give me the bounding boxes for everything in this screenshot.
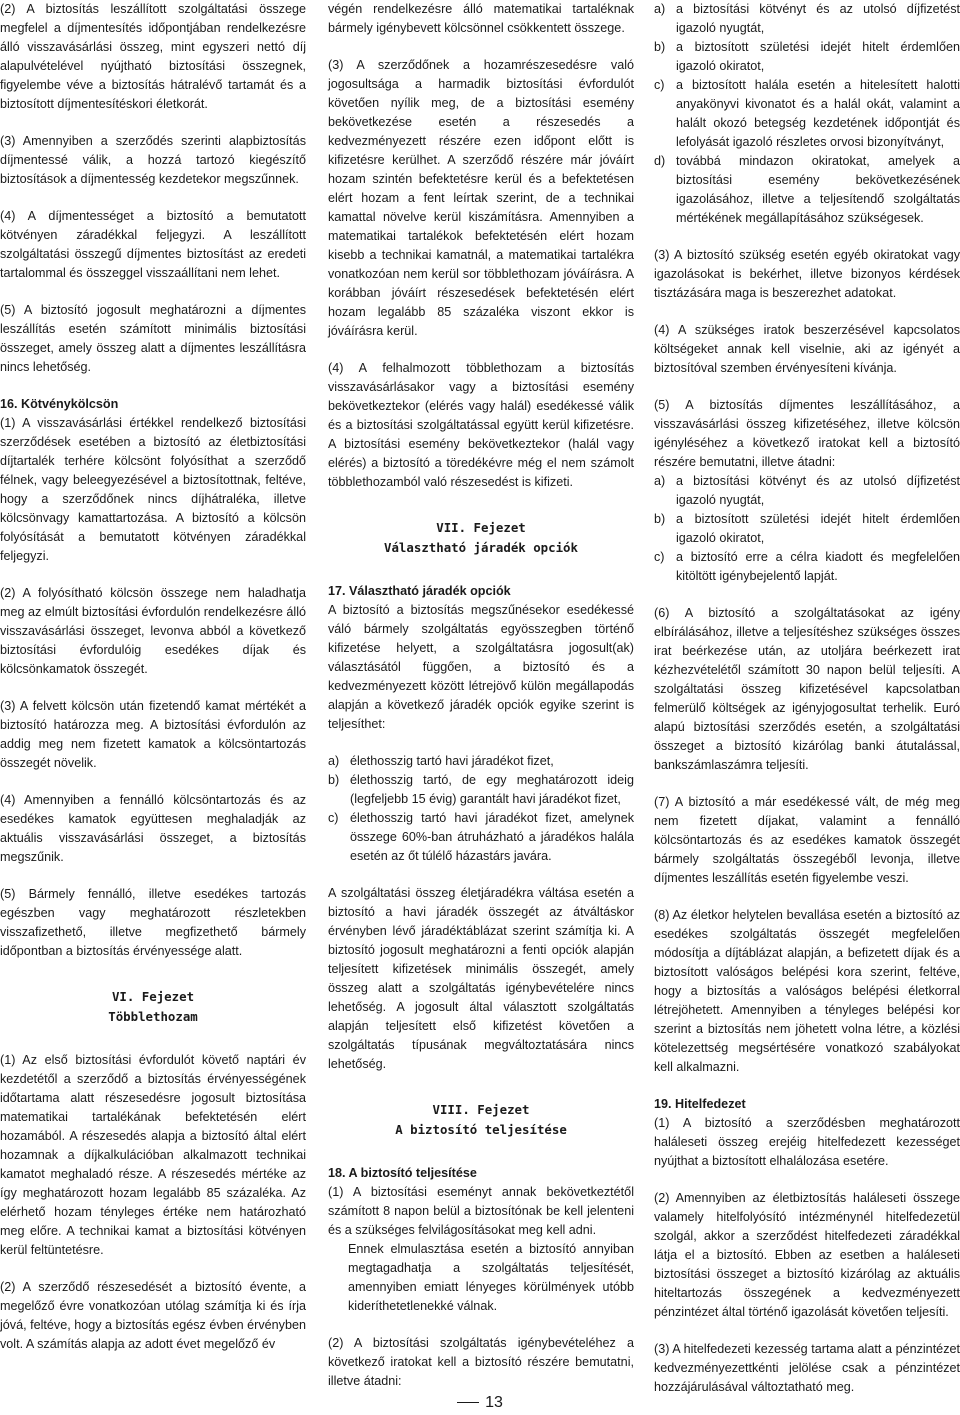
list-item [654, 76, 960, 152]
paragraph: (2) Amennyiben az életbiztosítás haláleseti összege valamely hitelfolyósító intézménynél hitelfedezetül szolgál, akkor a szerződést hitelfedezeti záradékkal látja el a biztosító. Ebben az esetben a haláleseti biztosítási összeget a biztosító kizárólag az aktuális hiteltartozás összegének a kedvezményezett pénzintézet által történő igazolását követően teljesíti. [654, 1191, 960, 1319]
section-heading-19: 19. Hitelfedezet [654, 1097, 746, 1111]
option-list [328, 752, 634, 866]
list-label: b) [654, 512, 666, 526]
page-number-dash [457, 1402, 479, 1403]
paragraph: (3) A biztosító szükség esetén egyéb okiratokat vagy igazolásokat is bekérhet, illetve bizonyos kérdések tisztázására maga is beszerezhet adatokat. [654, 248, 960, 300]
list-label: c) [654, 78, 665, 92]
paragraph: (5) A biztosítás díjmentes leszállításához, a visszavásárlási összeg kifizetéséhez, illetve kölcsön igényléséhez a következő iratokat kell a biztosító részére bemutatni, illetve átadni: [654, 398, 960, 469]
list-label: a) [654, 474, 666, 488]
paragraph: (3) A szerződőnek a hozamrészesedésre való jogosultsága a harmadik biztosítási évfordulót követően nyílik meg, de a biztosítási esemény bekövetkezése esetén a részesedés a kedvezményezett részére ezen időpont előtt is kifizetésre kerülhet. A szerződő részére már jóváírt hozam szintén befektetésre kerül és a befektetésen elért hozam a fent leírtak szerint, de a technikai kamattal növelve kerül kiszámításra. Amennyiben a matematikai tartalékok befektetésén elért hozam kisebb a technikai kamatnál, a matematikai tartalékra vonatkozóan nem kerül sor többlethozam jóváírásra. A korábban jóváírt részesedések befektetésén elért hozam legalább 85 százaléka viszont ekkor is jóváírásra kerül. [328, 58, 634, 338]
paragraph: (4) A díjmentességet a biztosító a bemutatott kötvényen záradékkal feljegyzi. A leszállított szolgáltatási összegű díjmentes biztosítást az eredeti tartalommal és összeggel visszaállítani nem lehet. [0, 209, 306, 280]
chapter-number: VII. Fejezet [436, 520, 526, 535]
list-text: a biztosítási kötvényt és az utolsó díjfizetést igazoló nyugtát, [676, 474, 960, 507]
chapter-heading-6 [0, 987, 306, 1027]
chapter-heading-8 [328, 1100, 634, 1140]
paragraph: (3) A felvett kölcsön után fizetendő kamat mértékét a biztosító határozza meg. A biztosítási évfordulón az addig meg nem fizetett kamatok a kölcsöntartozás összegét növelik. [0, 699, 306, 770]
list-item [328, 771, 634, 809]
list-text: a biztosító erre a célra kiadott és megfelelően kitöltött igénybejelentő lapját. [676, 550, 960, 583]
paragraph: (3) A hitelfedezeti kezesség tartama alatt a pénzintézet kedvezményezettkénti jelölése csak a pénzintézet hozzájárulásával változtatható meg. [654, 1342, 960, 1394]
paragraph: (2) A biztosítás leszállított szolgáltatási összege megfelel a díjmentesítés időpontjában rendelkezésre álló visszavásárlási összeg, mint egyszeri nettó díj alapulvételével nyújtható biztosítási összegnek, figyelembe véve a biztosítás hátralévő tartamát és a biztosított díjmentesítéskori életkorát. [0, 2, 306, 111]
paragraph: A biztosító a biztosítás megszűnésekor esedékessé váló bármely szolgáltatás egyösszegben történő kifizetése helyett, a szolgáltatásra jogosult(ak) választásától függően, a biztosító és a kedvezményezett között létrejövő külön megállapodás alapján a következő járadék opciók egyike szerint is teljesíthet: [328, 603, 634, 731]
list-label: b) [654, 40, 666, 54]
paragraph: (7) A biztosító a már esedékessé vált, de még meg nem fizetett díjakat, valamint a fennálló kölcsöntartozás és az esedékes kamatok összegét bármely szolgáltatás összegéből levonja, illetve díjmentes leszállítás esetén figyelembe veszi. [654, 795, 960, 885]
page-number-value: 13 [485, 1394, 503, 1411]
list-text: a biztosítási kötvényt és az utolsó díjfizetést igazoló nyugtát, [676, 2, 960, 35]
list-label: a) [654, 2, 666, 16]
list-item [654, 510, 960, 548]
paragraph: (1) A biztosítási eseményt annak bekövetkeztétől számított 8 napon belül a biztosítónak be kell jelenteni és a szükséges felvilágosításokat meg kell adni. [328, 1185, 634, 1237]
paragraph: végén rendelkezésre álló matematikai tartaléknak bármely igénybevett kölcsönnel csökkentett összege. [328, 2, 634, 35]
chapter-title: Többlethozam [108, 1009, 198, 1024]
list-text: a biztosított születési idejét hitelt érdemlően igazoló okiratot, [676, 40, 960, 73]
paragraph: (2) A szerződő részesedését a biztosító évente, a megelőző évre vonatkozóan utólag számítja ki és írja jóvá, feltéve, hogy a biztosítás egész évben érvényben volt. A számítás alapja az adott évet megelőző év [0, 1280, 306, 1351]
list-item [654, 152, 960, 228]
chapter-number: VI. Fejezet [111, 989, 195, 1004]
list-label: d) [654, 154, 666, 168]
list-text: élethosszig tartó havi járadékot fizet, [350, 754, 554, 768]
paragraph: (4) Amennyiben a fennálló kölcsöntartozás és az esedékes kamatok együttesen meghaladják az aktuális visszavásárlási összeget, a biztosítás megszűnik. [0, 793, 306, 864]
list-text: továbbá mindazon okiratokat, amelyek a biztosítási esemény bekövetkezésének igazolásához, illetve a teljesítendő szolgáltatás mértékének megállapításához szükségesek. [676, 154, 960, 225]
section-heading-17: 17. Választható járadék opciók [328, 584, 511, 598]
paragraph: Ennek elmulasztása esetén a biztosító annyiban megtagadhatja a szolgáltatás teljesítését, amennyiben emiatt lényeges körülmények utóbb kideríthetetlenekké válnak. [348, 1242, 634, 1313]
paragraph: (5) A biztosító jogosult meghatározni a díjmentes leszállítás esetén számított minimális biztosítási összeget, amely összeg alatt a díjmentes leszállításra nincs lehetőség. [0, 303, 306, 374]
list-label: b) [328, 773, 340, 787]
list-text: élethosszig tartó, de egy meghatározott ideig (legfeljebb 15 évig) garantált havi járadékot fizet, [350, 773, 634, 806]
paragraph: (1) A visszavásárlási értékkel rendelkező biztosítási szerződések esetében a biztosító az életbiztosítási díjtartalék terhére kölcsönt folyósíthat a szerződő félnek, vagy beleegyezésével a biztosítottnak, feltéve, hogy a szerződőnek nincs díjhátraléka, illetve kölcsönvagy kamattartozása. A biztosító a kölcsön folyósítását a bemutatott kötvényen záradékkal feljegyzi. [0, 416, 306, 563]
list-text: a biztosított halála esetén a hitelesített halotti anyakönyvi kivonatot és a halál okát, valamint a halált okozó betegség kezdetének időpontját és lefolyását igazoló részletes orvosi bizonyítványt, [676, 78, 960, 149]
column-right [654, 0, 960, 1397]
section-heading-16: 16. Kötvénykölcsön [0, 397, 119, 411]
list-text: a biztosított születési idejét hitelt érdemlően igazoló okiratot, [676, 512, 960, 545]
chapter-title: Választható járadék opciók [384, 540, 578, 555]
list-label: c) [654, 550, 665, 564]
paragraph: (1) Az első biztosítási évfordulót követő naptári év kezdetétől a szerződő a biztosítás érvényességének időtartama alatt részesedésre jogosult biztosítása matematikai tartalékának befektetésén elért hozamából. A részesedés alapja a biztosító által elért hozamnak a díjkalkulációban alkalmazott technikai kamatot meghaladó része. A részesedés mértéke az így meghatározott hozam legalább 85 százaléka. Az elérhető hozam tényleges értéke nem határozható meg előre. A technikai kamat a biztosítási kötvényen kerül feltüntetésre. [0, 1053, 306, 1257]
list-item [328, 752, 634, 771]
paragraph: (2) A biztosítási szolgáltatás igénybevételéhez a következő iratokat kell a biztosító részére bemutatni, illetve átadni: [328, 1336, 634, 1388]
chapter-title: A biztosító teljesítése [395, 1122, 567, 1137]
paragraph: (3) Amennyiben a szerződés szerinti alapbiztosítás díjmentessé válik, a hozzá tartozó kiegészítő biztosítások a díjmentesség kezdetekor megszűnnek. [0, 134, 306, 186]
column-middle [328, 0, 634, 1409]
list-item [654, 548, 960, 586]
list-item [654, 472, 960, 510]
page-number [0, 1393, 960, 1413]
list-text: élethosszig tartó havi járadékot fizet, amelynek összege 60%-ban átruházható a járadékos halála esetén az őt túlélő házastárs javára. [350, 811, 634, 863]
document-list [654, 472, 960, 586]
list-item [654, 0, 960, 38]
column-left [0, 0, 306, 1354]
paragraph: (6) A biztosító a szolgáltatásokat az igény elbírálásához, illetve a teljesítéshez szükséges összes irat beérkezése után, az utoljára beérkezett irat kézhezvételétől számított 30 napon belül teljesíti. A szolgáltatási összeg kifizetésével kapcsolatban felmerülő költségek az igényjogosultat terhelik. Euró alapú biztosítási szerződés esetén, a szolgáltatási összeget a biztosító kizárólag banki átutalással, bankszámlaszámra teljesíti. [654, 606, 960, 772]
section-heading-18: 18. A biztosító teljesítése [328, 1166, 477, 1180]
list-item [328, 809, 634, 866]
document-list [654, 0, 960, 228]
paragraph: (2) A folyósítható kölcsön összege nem haladhatja meg az elmúlt biztosítási évfordulón rendelkezésre álló visszavásárlási összeget, levonva abból a következő biztosítási évfordulóig esedékes díjak és kölcsönkamatok összegét. [0, 586, 306, 676]
paragraph: (8) Az életkor helytelen bevallása esetén a biztosító az esedékes szolgáltatás összegét megfelelően módosítja a díjtáblázat alapján, a befizetett díjak és a biztosított valóságos belépési kora szerint, feltéve, hogy a biztosítás a valóságos belépési életkorral létrejöhetett. Amennyiben a tényleges belépési kor szerint a biztosítás nem jöhetett volna létre, a közlési kötelezettség megsértésére vonatkozó szabályokat kell alkalmazni. [654, 908, 960, 1074]
chapter-number: VIII. Fejezet [432, 1102, 530, 1117]
paragraph: (4) A felhalmozott többlethozam a biztosítás visszavásárlásakor vagy a biztosítási esemény bekövetkeztekor (elérés vagy halál) esedékessé válik és a biztosítási szolgáltatással együtt kerül kifizetésre. A biztosítási esemény bekövetkeztekor (halál vagy elérés) a biztosító a töredékévre még el nem számolt többlethozamból való részesedést is kifizeti. [328, 361, 634, 489]
list-label: c) [328, 811, 339, 825]
paragraph: (1) A biztosító a szerződésben meghatározott haláleseti összeg erejéig hitelfedezett kezességet nyújthat a biztosított elhalálozása esetére. [654, 1116, 960, 1168]
chapter-heading-7 [328, 518, 634, 558]
paragraph: A szolgáltatási összeg életjáradékra váltása esetén a biztosító a havi járadék összegét az átváltáskor érvényben lévő járadéktáblázat szerint számítja ki. A biztosító jogosult meghatározni a fenti opciók alapján teljesített kifizetések minimális összegét, amely összeg alatt a szolgáltatás igénybevételére nincs lehetőség. A jogosult által választott szolgáltatás alapján teljesített első kifizetést követően a szolgáltatás típusának megváltoztatására nincs lehetőség. [328, 886, 634, 1071]
list-label: a) [328, 754, 340, 768]
paragraph: (4) A szükséges iratok beszerzésével kapcsolatos költségeket annak kell viselnie, aki az igényét a biztosítóval szemben érvényesíteni kívánja. [654, 323, 960, 375]
paragraph: (5) Bármely fennálló, illetve esedékes tartozás egészben vagy meghatározott részletekben visszafizethető, illetve megfizethető bármely időpontban a biztosítás érvényessége alatt. [0, 887, 306, 958]
list-item [654, 38, 960, 76]
